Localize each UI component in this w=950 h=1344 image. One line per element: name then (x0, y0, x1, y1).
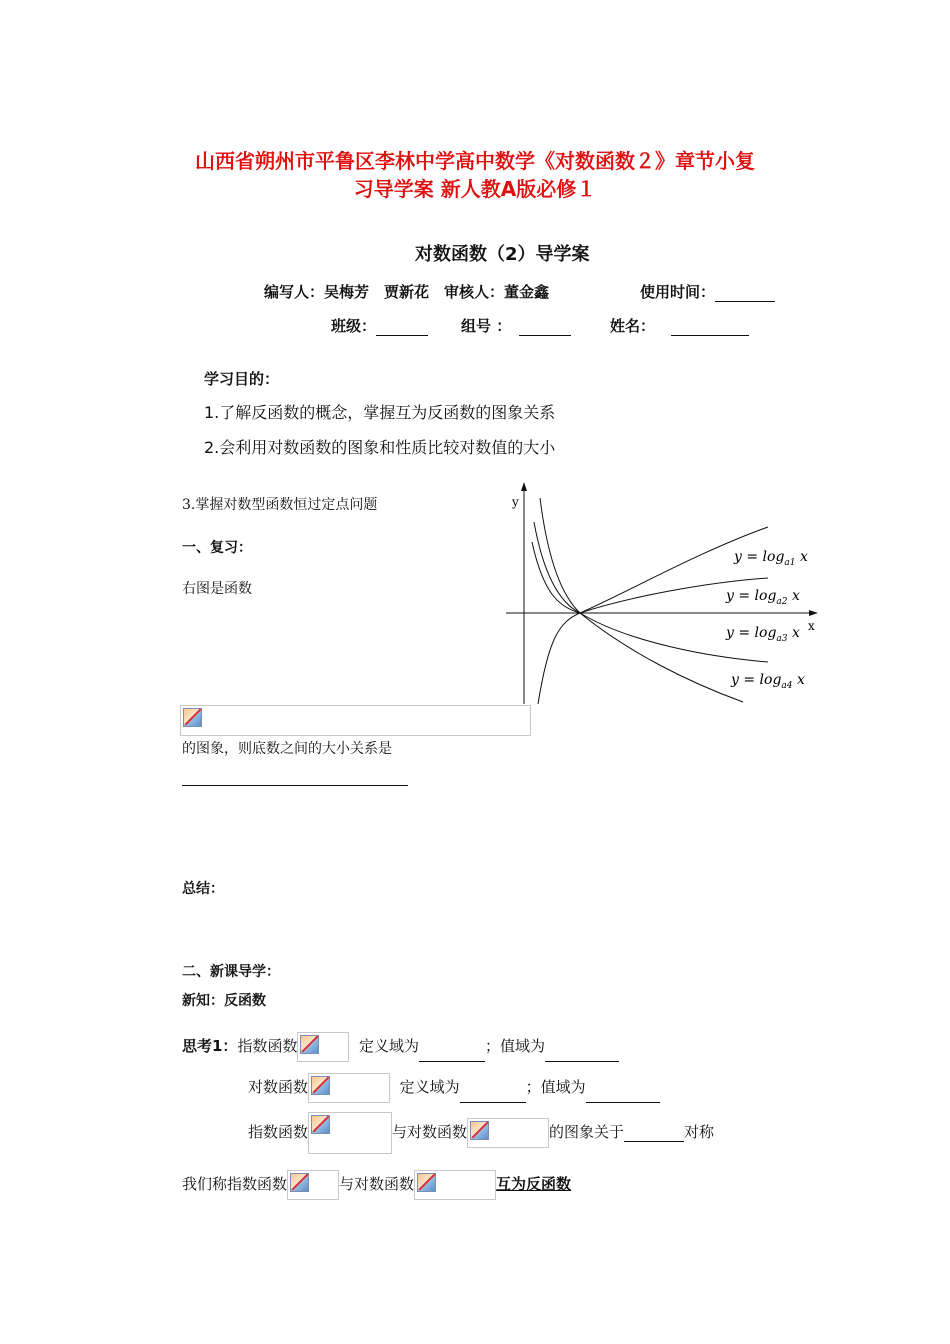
goals-heading: 学习目的： (204, 370, 280, 388)
function-image-placeholder (180, 705, 531, 736)
newlesson-heading: 二、新课导学： (182, 964, 280, 980)
section-heading: 对数函数（2）导学案 (415, 244, 590, 265)
x-axis-label: x (808, 619, 815, 633)
use-time-label (640, 281, 775, 302)
broken-image-icon (300, 1035, 319, 1054)
curve-label-a2: $y = \log_{a2} x$ (726, 588, 800, 607)
exp-func-text: 指数函数 (237, 1037, 298, 1055)
exp-domain-blank[interactable] (419, 1045, 485, 1062)
broken-image-icon (311, 1115, 330, 1134)
think1-row (182, 1032, 619, 1062)
broken-image-icon (311, 1076, 330, 1095)
name-blank[interactable] (671, 319, 749, 336)
doc-title-line2: 习导学案 新人教A版必修１ (353, 177, 597, 201)
x-axis-arrow (809, 610, 818, 616)
and-log-text: 与对数函数 (392, 1123, 468, 1141)
symmetry-row (248, 1112, 714, 1154)
and-log-text: 与对数函数 (339, 1175, 415, 1193)
inverse-row (182, 1170, 571, 1200)
log-func-row (248, 1073, 660, 1103)
broken-image-icon (417, 1173, 436, 1192)
broken-image-icon (470, 1121, 489, 1140)
y-axis-label: y (512, 495, 519, 509)
log-range-blank[interactable] (586, 1086, 660, 1103)
log-domain-blank[interactable] (460, 1086, 526, 1103)
range-label: ；值域为 (485, 1037, 546, 1055)
inverse-term: 互为反函数 (496, 1175, 572, 1193)
use-time-text: 使用时间： (640, 283, 716, 301)
exp-func-image-2 (287, 1170, 339, 1200)
domain-label: 定义域为 (399, 1078, 460, 1096)
class-blank[interactable] (376, 319, 428, 336)
log-func-formula-image (308, 1073, 390, 1103)
group-field (461, 315, 571, 336)
authors-line: 编写人：吴梅芳 贾新花 审核人：董金鑫 (264, 283, 550, 301)
log-func-text: 对数函数 (248, 1078, 309, 1096)
log-func-image (467, 1118, 549, 1148)
symmetric-about-text: 的图象关于 (549, 1123, 625, 1141)
review-line2: 的图象，则底数之间的大小关系是 (182, 741, 392, 757)
use-time-blank[interactable] (715, 285, 775, 302)
review-answer-blank[interactable] (182, 785, 408, 786)
think1-label: 思考1： (182, 1037, 238, 1055)
goal-item-1: 1.了解反函数的概念，掌握互为反函数的图象关系 (204, 403, 556, 422)
curve-a4 (540, 498, 743, 702)
broken-image-icon (183, 708, 202, 727)
name-field (610, 315, 749, 336)
curve-label-a1: $y = \log_{a1} x$ (734, 549, 808, 568)
log-graph (498, 482, 818, 712)
curve-label-a4: $y = \log_{a4} x$ (731, 672, 805, 691)
exp-func-formula-image (297, 1032, 349, 1062)
goal-item-2: 2.会利用对数函数的图象和性质比较对数值的大小 (204, 438, 556, 457)
class-label: 班级： (331, 317, 377, 335)
group-blank[interactable] (519, 319, 571, 336)
broken-image-icon (290, 1173, 309, 1192)
exp-func-image (308, 1112, 392, 1154)
curve-label-a3: $y = \log_{a3} x$ (726, 625, 800, 644)
log-func-image-2 (414, 1170, 496, 1200)
symmetric-text: 对称 (684, 1123, 715, 1141)
doc-title-line1: 山西省朔州市平鲁区李林中学高中数学《对数函数２》章节小复 (195, 149, 755, 173)
class-field (331, 315, 428, 336)
goal-item-3: 3.掌握对数型函数恒过定点问题 (182, 497, 378, 513)
exp-func-text: 指数函数 (248, 1123, 309, 1141)
review-heading: 一、复习： (182, 540, 252, 556)
group-label: 组号 ： (461, 317, 512, 335)
we-call-text: 我们称指数函数 (182, 1175, 288, 1193)
symmetry-blank[interactable] (624, 1125, 684, 1142)
newlesson-subheading: 新知：反函数 (182, 993, 266, 1009)
exp-range-blank[interactable] (545, 1045, 619, 1062)
domain-label: 定义域为 (359, 1037, 420, 1055)
y-axis-arrow (521, 482, 527, 491)
summary-label: 总结： (182, 881, 224, 897)
range-label: ；值域为 (525, 1078, 586, 1096)
review-line1: 右图是函数 (182, 581, 252, 597)
name-label: 姓名： (610, 317, 656, 335)
